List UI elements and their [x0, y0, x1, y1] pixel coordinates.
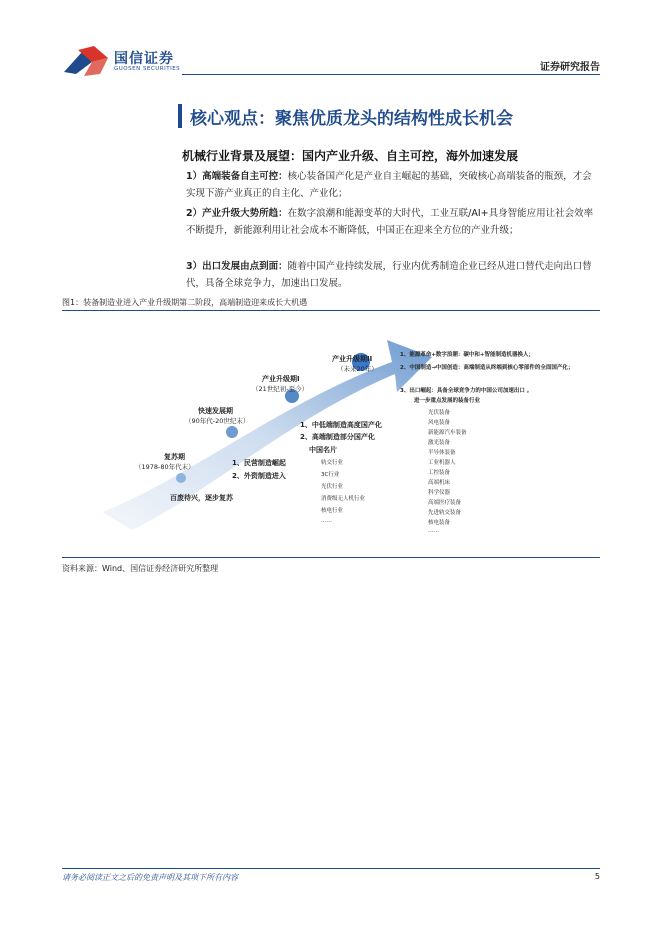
header-divider — [182, 74, 600, 75]
stage-2-name: 快速发展期 — [198, 407, 233, 415]
stage-4-name: 产业升级期II — [332, 355, 373, 363]
list-item: 光伏装备 — [428, 410, 451, 416]
list-item: 新能源汽车装备 — [428, 430, 467, 436]
card-item: 核电行业 — [321, 508, 344, 514]
figure-top-rule — [62, 310, 600, 311]
guosen-logo-icon — [62, 44, 112, 78]
page-title: 核心观点：聚焦优质龙头的结构性成长机会 — [190, 109, 513, 129]
stage-4-list-title: 进一步重点发展的装备行业 — [414, 398, 481, 404]
list-item: 高端机床 — [428, 480, 451, 486]
stage-3-cards-title: 中国名片 — [309, 446, 337, 454]
card-item: 光伏行业 — [321, 484, 344, 490]
stage-2-item-2: 2、外资制造进入 — [232, 472, 286, 480]
paragraph-3: 3）出口发展由点到面：随着中国产业持续发展，行业内优秀制造企业已经从进口替代走向出口替代，具备全球竞争力，加速出口发展。 — [186, 261, 592, 289]
footer-disclaimer: 请务必阅读正文之后的免责声明及其项下所有内容 — [62, 873, 238, 882]
stage-1-period: （1978-80年代末） — [135, 463, 195, 471]
list-item: …… — [428, 528, 439, 534]
page-number: 5 — [594, 872, 600, 881]
list-item: 高端医疗装备 — [428, 500, 462, 506]
title-accent-bar — [178, 104, 182, 128]
section-subtitle: 机械行业背景及展望：国内产业升级、自主可控，海外加速发展 — [182, 149, 519, 163]
stage-1-note: 百废待兴，逐步复苏 — [170, 494, 233, 502]
stage-4-period: （未来20年） — [337, 365, 378, 373]
paragraph-1: 1）高端装备自主可控：核心装备国产化是产业自主崛起的基础，突破核心高端装备的瓶颈，才会实现下游产业真正的自主化、产业化； — [186, 171, 592, 199]
list-item: 风电装备 — [428, 420, 451, 426]
list-item: 工业机器人 — [428, 460, 456, 466]
list-item: 半导体装备 — [428, 450, 456, 456]
card-item: …… — [321, 518, 332, 524]
figure-caption: 图1：装备制造业进入产业升级期第二阶段，高端制造迎来成长大机遇 — [62, 298, 308, 307]
list-item: 核电装备 — [428, 520, 451, 526]
figure-source: 资料来源：Wind、国信证券经济研究所整理 — [62, 564, 219, 573]
list-item: 激光装备 — [428, 440, 451, 446]
stage-3-period: （21世纪初-至今） — [252, 385, 309, 393]
list-item: 先进轨交装备 — [428, 510, 462, 516]
logo-subtext: GUOSEN SECURITIES — [114, 66, 181, 72]
list-item: 科学仪器 — [428, 490, 451, 496]
stage-4-item-3: 3、出口崛起：具备全球竞争力的中国公司加速出口 。 — [400, 388, 533, 394]
stage-2-item-1: 1、民营制造崛起 — [232, 459, 286, 467]
paragraph-2: 2）产业升级大势所趋：在数字浪潮和能源变革的大时代，工业互联/AI+具身智能应用让社会效率不断提升，新能源利用让社会成本不断降低，中国正在迎来全方位的产业升级； — [186, 208, 594, 236]
list-item: 工控装备 — [428, 470, 451, 476]
card-item: 3C行业 — [321, 472, 340, 478]
stage-4-item-1: 1、能源革命+数字浪潮：碳中和+智能制造机器换人； — [400, 352, 535, 358]
stage-3-item-2: 2、高端制造部分国产化 — [300, 433, 375, 441]
stage-2-period: （90年代-20世纪末） — [185, 417, 250, 425]
stage-4-item-2: 2、中国制造→中国创造：高端制造从终端到核心零部件的全面国产化； — [400, 365, 574, 371]
report-type: 证券研究报告 — [540, 62, 600, 73]
card-item: 消费级无人机行业 — [321, 496, 366, 502]
figure-bottom-rule — [62, 557, 600, 558]
stage-1-name: 复苏期 — [164, 453, 185, 461]
card-item: 轨交行业 — [321, 460, 344, 466]
logo-text: 国信证券 — [114, 51, 174, 67]
stage-3-name: 产业升级期I — [262, 375, 300, 383]
footer-divider — [62, 868, 600, 869]
stage-3-item-1: 1、中低端制造高度国产化 — [300, 421, 382, 429]
